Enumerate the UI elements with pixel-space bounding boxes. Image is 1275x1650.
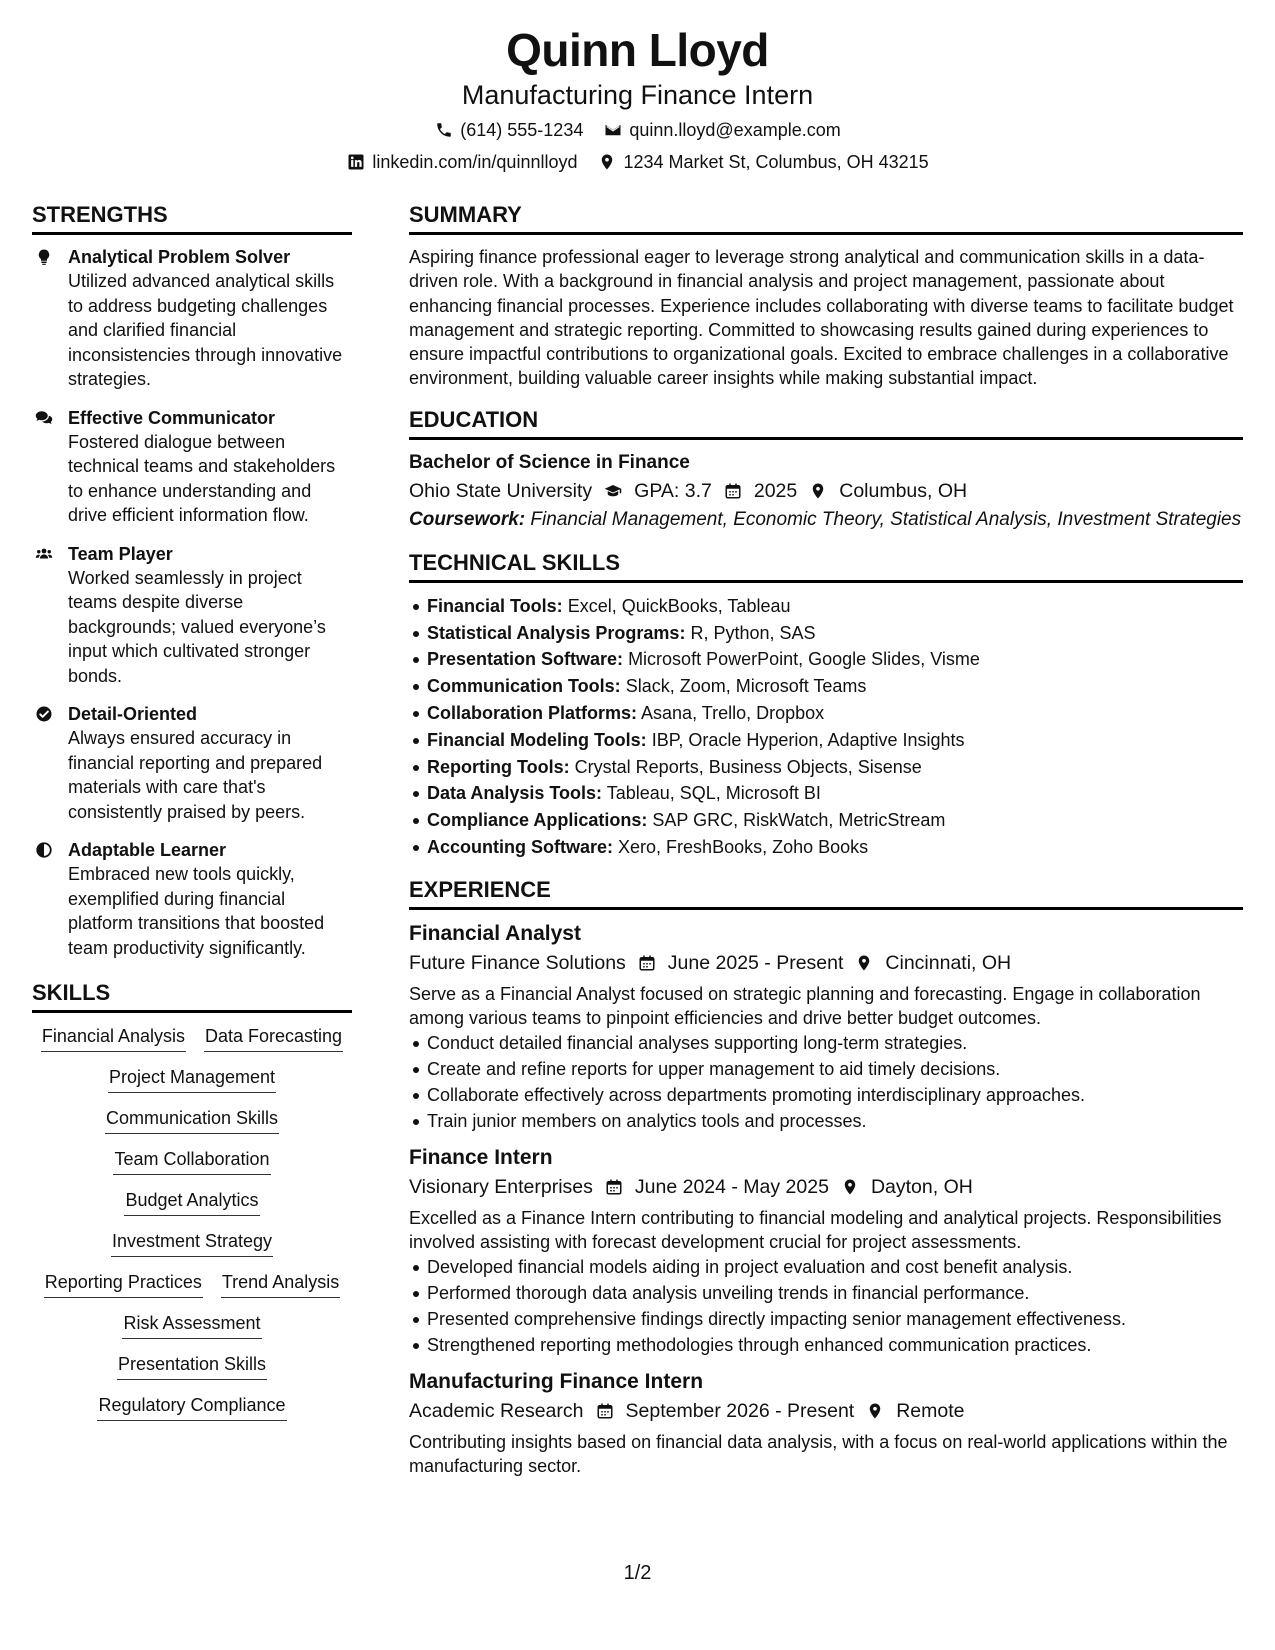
- list-item: Create and refine reports for upper management to aid timely decisions.: [409, 1056, 1243, 1082]
- job-bullets: [409, 1030, 1243, 1134]
- coursework-label: Coursework:: [409, 508, 526, 530]
- right-column: [409, 200, 1243, 1488]
- strength-item: [32, 245, 352, 392]
- job-location: Dayton, OH: [870, 1175, 973, 1198]
- education-location: Columbus, OH: [839, 479, 968, 502]
- list-item: Strengthened reporting methodologies through enhanced communication practices.: [409, 1332, 1243, 1358]
- job-meta: [409, 1172, 1243, 1202]
- job-description: Serve as a Financial Analyst focused on strategic planning and forecasting. Engage in collaboration among various teams to pinpoint efficiencies and drive better budget outcomes.: [409, 983, 1201, 1028]
- job-title: Financial Analyst: [409, 921, 581, 945]
- skill-tag: Team Collaboration: [113, 1146, 270, 1175]
- calendar-icon: [636, 953, 658, 973]
- strength-item: [32, 542, 352, 689]
- check-circle-icon: [32, 704, 56, 724]
- skill-tag: Communication Skills: [105, 1105, 279, 1134]
- strength-item: [32, 406, 352, 528]
- technical-skills-heading: TECHNICAL SKILLS: [409, 548, 1243, 583]
- envelope-icon: [603, 120, 623, 140]
- job-location: Remote: [896, 1399, 965, 1422]
- calendar-icon: [722, 481, 744, 501]
- left-column: [32, 200, 352, 1488]
- job-title: Finance Intern: [409, 1145, 553, 1169]
- phone-icon: [434, 120, 454, 140]
- linkedin-icon: [346, 152, 366, 172]
- list-item: Presentation Software: Microsoft PowerPoint, Google Slides, Visme: [409, 646, 1243, 673]
- linkedin-contact[interactable]: [346, 150, 577, 174]
- list-item: Communication Tools: Slack, Zoom, Microsoft Teams: [409, 673, 1243, 700]
- skill-tag: Financial Analysis: [41, 1023, 186, 1052]
- list-item: Data Analysis Tools: Tableau, SQL, Microsoft BI: [409, 780, 1243, 807]
- list-item: Financial Tools: Excel, QuickBooks, Tableau: [409, 593, 1243, 620]
- job-title: Manufacturing Finance Intern: [409, 1369, 704, 1393]
- skill-tag: Project Management: [108, 1064, 276, 1093]
- experience-heading: EXPERIENCE: [409, 875, 1243, 910]
- candidate-name: Quinn Lloyd: [506, 24, 769, 76]
- strength-desc: Worked seamlessly in project teams despite diverse backgrounds; valued everyone’s input which cultivated stronger bonds.: [68, 567, 326, 686]
- job-description: Excelled as a Finance Intern contributing to financial modeling and analytical projects. Responsibilities involved assisting with forecast development crucial for project assessments.: [409, 1207, 1222, 1252]
- education-meta: [409, 476, 1243, 506]
- company-name: Academic Research: [409, 1399, 584, 1422]
- graduation-cap-icon: [602, 481, 624, 501]
- job-bullets: [409, 1254, 1243, 1358]
- map-pin-icon: [864, 1401, 886, 1421]
- list-item: Conduct detailed financial analyses supporting long-term strategies.: [409, 1030, 1243, 1056]
- strength-title: Adaptable Learner: [68, 840, 227, 860]
- graduation-year: 2025: [753, 479, 798, 502]
- calendar-icon: [594, 1401, 616, 1421]
- job-dates: June 2025 - Present: [667, 951, 844, 974]
- job-location: Cincinnati, OH: [885, 951, 1012, 974]
- list-item: Collaboration Platforms: Asana, Trello, Dropbox: [409, 700, 1243, 727]
- skill-tag: Trend Analysis: [221, 1269, 340, 1298]
- skill-tag: Budget Analytics: [124, 1187, 259, 1216]
- strength-title: Detail-Oriented: [68, 704, 198, 724]
- coursework: [409, 508, 1243, 532]
- skills-heading: SKILLS: [32, 978, 352, 1013]
- page-number: 1/2: [623, 1562, 652, 1584]
- contact-row-2: [0, 150, 1275, 174]
- list-item: Financial Modeling Tools: IBP, Oracle Hyperion, Adaptive Insights: [409, 727, 1243, 754]
- strength-title: Team Player: [68, 543, 173, 564]
- summary-heading: SUMMARY: [409, 200, 1243, 235]
- map-pin-icon: [807, 481, 829, 501]
- list-item: Accounting Software: Xero, FreshBooks, Zoho Books: [409, 834, 1243, 861]
- address-text: 1234 Market St, Columbus, OH 43215: [623, 152, 929, 172]
- coursework-text: Financial Management, Economic Theory, Statistical Analysis, Investment Strategies: [530, 508, 1242, 530]
- skill-tag: Investment Strategy: [111, 1228, 273, 1257]
- resume-body: [32, 200, 1243, 1488]
- job-entry: [409, 1368, 1243, 1478]
- lightbulb-icon: [32, 247, 56, 267]
- skill-tag: Presentation Skills: [117, 1351, 267, 1380]
- list-item: Developed financial models aiding in project evaluation and cost benefit analysis.: [409, 1254, 1243, 1280]
- job-entry: [409, 1144, 1243, 1358]
- company-name: Future Finance Solutions: [409, 951, 626, 974]
- job-meta: [409, 948, 1243, 978]
- job-description: Contributing insights based on financial data analysis, with a focus on real-world applications within the manufacturing sector.: [409, 1431, 1228, 1476]
- strength-desc: Always ensured accuracy in financial reporting and prepared materials with care that's consistently praised by peers.: [68, 728, 323, 822]
- education-heading: EDUCATION: [409, 405, 1243, 440]
- calendar-icon: [603, 1177, 625, 1197]
- skill-tag: Regulatory Compliance: [97, 1392, 286, 1421]
- phone-contact[interactable]: [434, 118, 583, 142]
- strength-title: Effective Communicator: [68, 407, 276, 428]
- resume-header: [0, 0, 1275, 174]
- map-pin-icon: [853, 953, 875, 973]
- gpa-text: GPA: 3.7: [634, 479, 712, 502]
- job-dates: June 2024 - May 2025: [634, 1175, 829, 1198]
- job-meta: [409, 1396, 1243, 1426]
- list-item: Statistical Analysis Programs: R, Python, SAS: [409, 620, 1243, 647]
- skill-tag: Risk Assessment: [122, 1310, 261, 1339]
- linkedin-text: linkedin.com/in/quinnlloyd: [372, 152, 578, 172]
- job-entry: [409, 920, 1243, 1134]
- strengths-heading: STRENGTHS: [32, 200, 352, 235]
- email-contact[interactable]: [603, 118, 840, 142]
- skills-tag-list: [32, 1023, 352, 1421]
- summary-text: Aspiring finance professional eager to leverage strong analytical and communication skills in a data-driven role. With a background in financial analysis and project management, passionate about enhancing financial processes. Experience includes collaborating with diverse teams to facilitate budget management and strategic reporting. Committed to showcasing results gained during experiences to ensure impactful contributions to organizational goals. Excited to embrace challenges in a collaborative environment, building valuable career insights while making substantial impact.: [409, 247, 1234, 389]
- map-pin-icon: [839, 1177, 861, 1197]
- map-pin-icon: [597, 152, 617, 172]
- list-item: Compliance Applications: SAP GRC, RiskWatch, MetricStream: [409, 807, 1243, 834]
- address-contact: [597, 150, 928, 174]
- strength-item: [32, 702, 352, 824]
- school-name: Ohio State University: [409, 479, 593, 502]
- strength-desc: Fostered dialogue between technical teams and stakeholders to enhance understanding and drive efficient information flow.: [68, 431, 336, 525]
- list-item: Train junior members on analytics tools and processes.: [409, 1108, 1243, 1134]
- strength-item: [32, 838, 352, 960]
- users-icon: [32, 544, 56, 564]
- job-dates: September 2026 - Present: [625, 1399, 855, 1422]
- list-item: Collaborate effectively across departments promoting interdisciplinary approaches.: [409, 1082, 1243, 1108]
- email-text: quinn.lloyd@example.com: [629, 120, 841, 140]
- skill-tag: Data Forecasting: [204, 1023, 343, 1052]
- half-circle-icon: [32, 840, 56, 860]
- skill-tag: Reporting Practices: [44, 1269, 203, 1298]
- list-item: Presented comprehensive findings directly impacting senior management effectiveness.: [409, 1306, 1243, 1332]
- phone-text: (614) 555-1234: [460, 120, 584, 140]
- strength-desc: Utilized advanced analytical skills to address budgeting challenges and clarified financial inconsistencies through innovative strategies.: [68, 271, 343, 389]
- degree-title: Bachelor of Science in Finance: [409, 451, 690, 473]
- technical-skills-list: [409, 593, 1243, 861]
- comments-icon: [32, 408, 56, 428]
- contact-row-1: [0, 118, 1275, 142]
- list-item: Performed thorough data analysis unveiling trends in financial performance.: [409, 1280, 1243, 1306]
- company-name: Visionary Enterprises: [409, 1175, 593, 1198]
- candidate-title: Manufacturing Finance Intern: [461, 80, 814, 110]
- strength-title: Analytical Problem Solver: [68, 247, 291, 267]
- strength-desc: Embraced new tools quickly, exemplified during financial platform transitions that boosted team productivity significantly.: [68, 864, 325, 958]
- list-item: Reporting Tools: Crystal Reports, Business Objects, Sisense: [409, 754, 1243, 781]
